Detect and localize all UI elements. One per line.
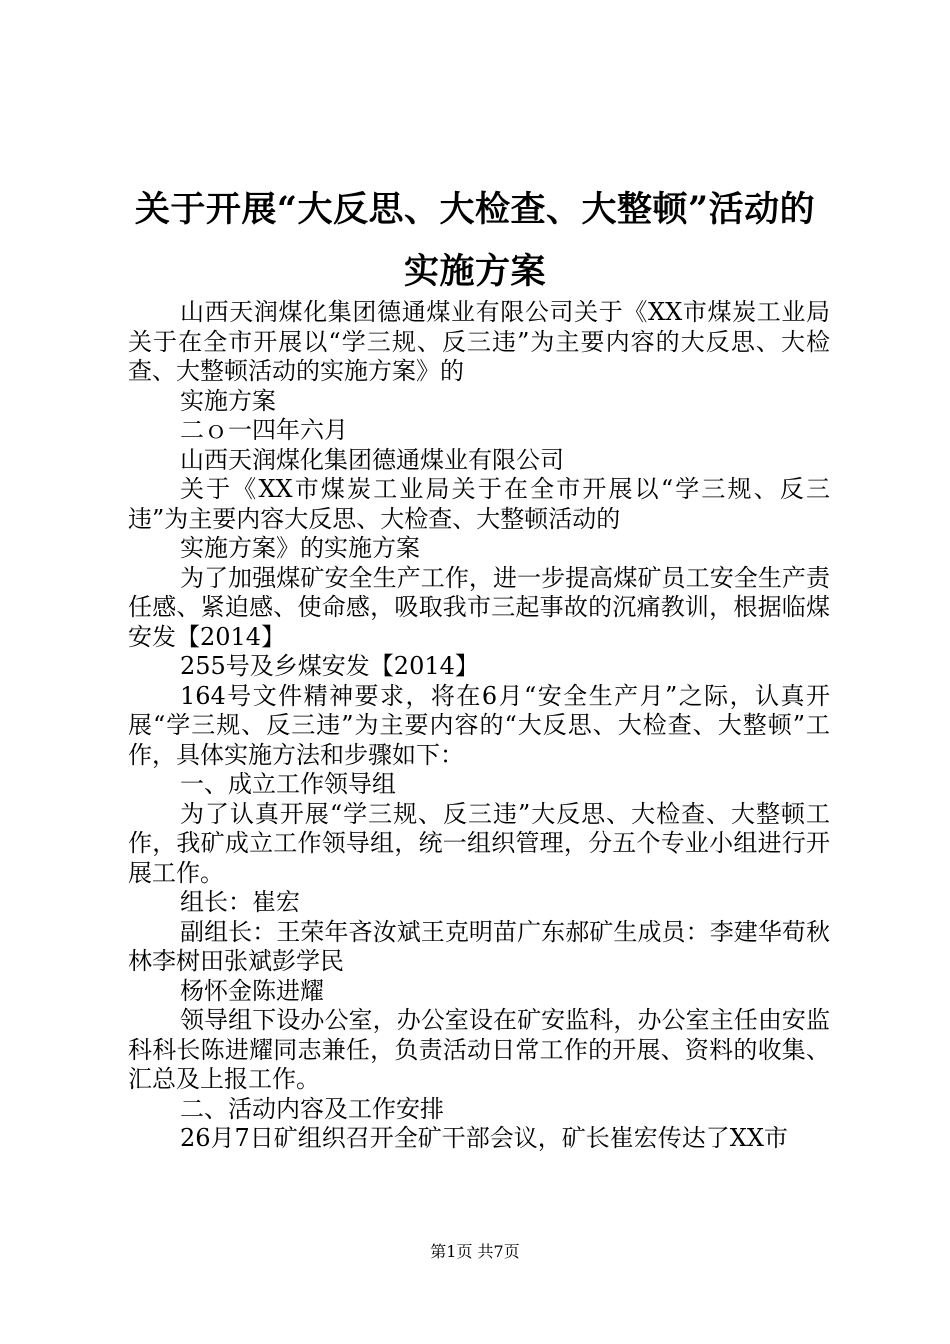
document-body — [128, 298, 830, 1154]
paragraph: 为了认真开展“学三规、反三违”大反思、大检查、大整顿工作，我矿成立工作领导组，统一组织管理，分五个专业小组进行开展工作。 — [128, 799, 830, 887]
paragraph: 关于《XX市煤炭工业局关于在全市开展以“学三规、反三违”为主要内容大反思、大检查、大整顿活动的 — [128, 475, 830, 533]
section-heading: 一、成立工作领导组 — [180, 770, 396, 798]
paragraph: 255号及乡煤安发【2014】 — [180, 652, 479, 680]
paragraph: 164号文件精神要求，将在6月“安全生产月”之际，认真开展“学三规、反三违”为主要内容的“大反思、大检查、大整顿”工作，具体实施方法和步骤如下： — [128, 681, 830, 769]
paragraph: 实施方案 — [180, 386, 276, 415]
paragraph: 26月7日矿组织召开全矿干部会议，矿长崔宏传达了XX市 — [180, 1124, 788, 1152]
paragraph: 组长：崔宏 — [180, 888, 300, 916]
paragraph: 杨怀金陈进耀 — [180, 976, 324, 1005]
paragraph: 副组长：王荣年吝汝斌王克明苗广东郝矿生成员：李建华荀秋林李树田张斌彭学民 — [128, 917, 830, 975]
document-title-line-2: 实施方案 — [403, 251, 546, 292]
paragraph: 山西天润煤化集团德通煤业有限公司关于《XX市煤炭工业局关于在全市开展以“学三规、反三违”为主要内容的大反思、大检查、大整顿活动的实施方案》的 — [128, 298, 830, 385]
paragraph: 实施方案》的实施方案 — [180, 534, 420, 562]
page-footer: 第1页 共7页 — [430, 1242, 520, 1261]
section-heading: 二、活动内容及工作安排 — [180, 1094, 444, 1123]
paragraph: 为了加强煤矿安全生产工作，进一步提高煤矿员工安全生产责任感、紧迫感、使命感，吸取我市三起事故的沉痛教训，根据临煤安发【2014】 — [128, 563, 830, 651]
paragraph: 二ｏ一四年六月 — [180, 416, 348, 444]
paragraph: 山西天润煤化集团德通煤业有限公司 — [180, 445, 564, 474]
document-title-line-1: 关于开展“大反思、大检查、大整顿”活动的 — [134, 189, 816, 230]
paragraph: 领导组下设办公室，办公室设在矿安监科，办公室主任由安监科科长陈进耀同志兼任，负责活动日常工作的开展、资料的收集、汇总及上报工作。 — [128, 1006, 830, 1093]
